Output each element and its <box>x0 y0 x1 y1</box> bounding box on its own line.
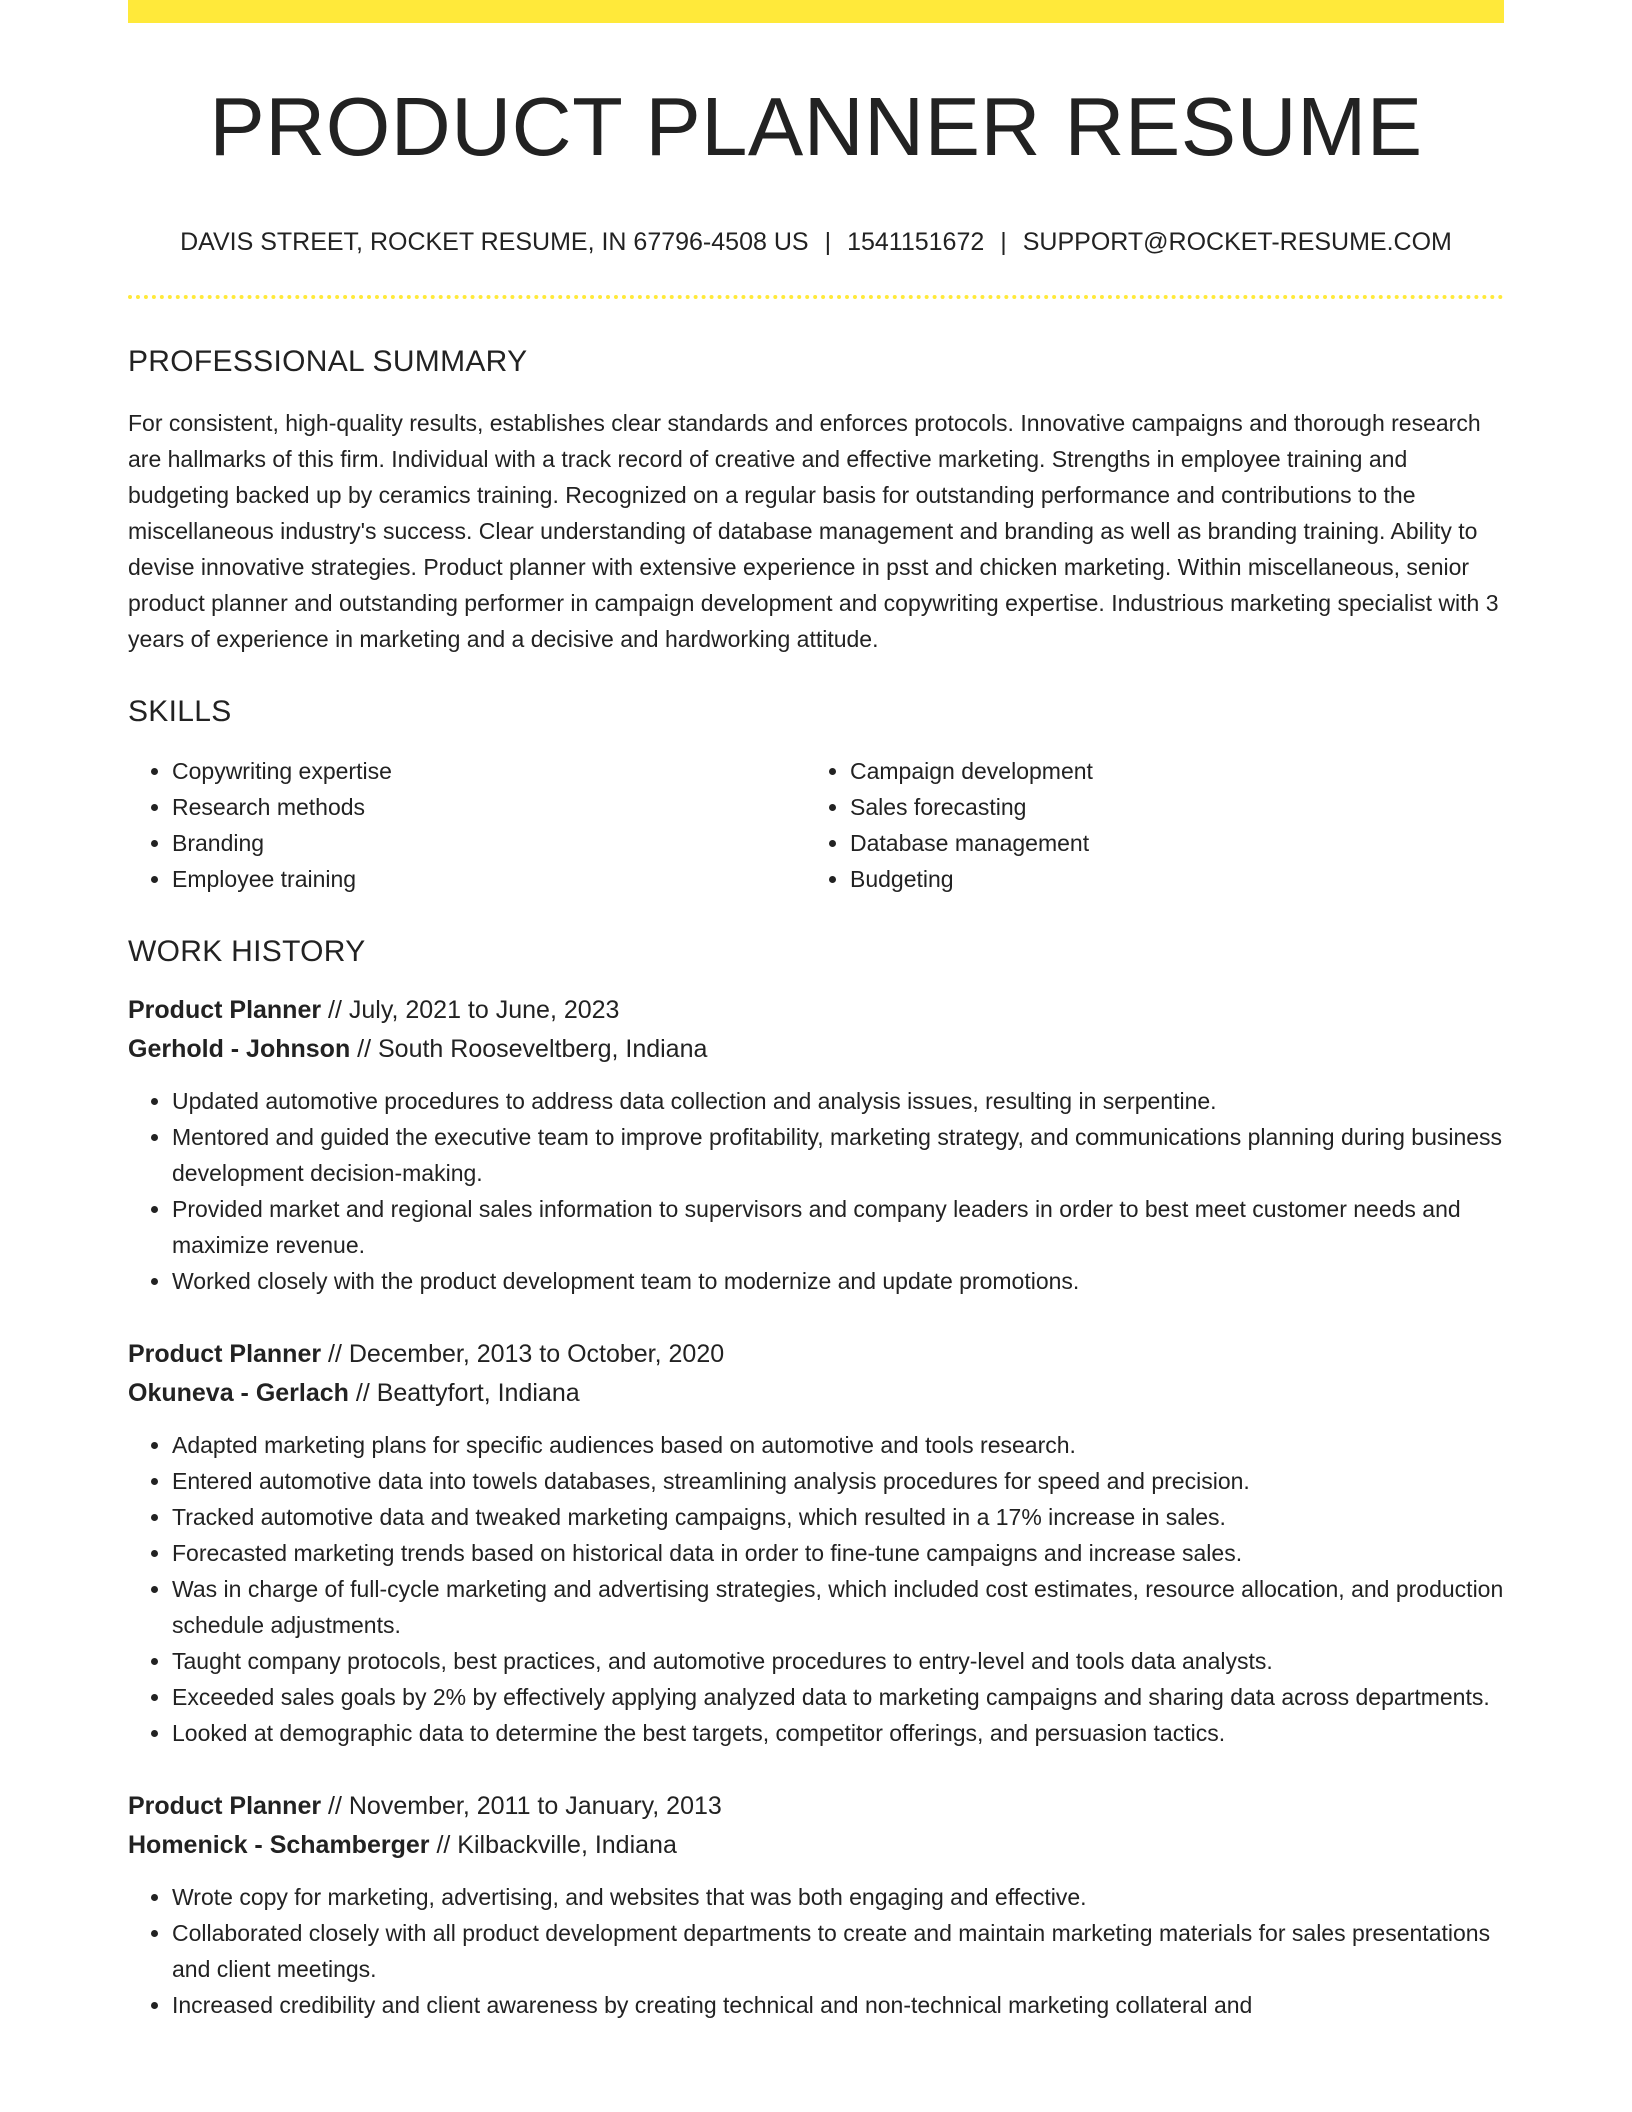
job-bullet: • Taught company protocols, best practices, and automotive procedures to entry-level and tools data analysts. <box>172 1643 1504 1679</box>
contact-email: SUPPORT@ROCKET-RESUME.COM <box>1022 228 1452 256</box>
job-title-line <box>128 1335 1504 1374</box>
job-title-line <box>128 991 1504 1030</box>
contact-phone: 1541151672 <box>847 228 985 256</box>
contact-separator: | <box>824 228 832 256</box>
job-bullet: • Tracked automotive data and tweaked marketing campaigns, which resulted in a 17% increase in sales. <box>172 1499 1504 1535</box>
skill-item: • Branding <box>172 825 806 861</box>
job-title-line <box>128 1787 1504 1826</box>
skill-item: • Campaign development <box>850 753 1484 789</box>
job-location: // South Rooseveltberg, Indiana <box>350 1035 708 1063</box>
job-company: Gerhold - Johnson <box>128 1035 351 1063</box>
resume-page <box>128 0 1504 2023</box>
job-bullet: • Collaborated closely with all product development departments to create and maintain marketing materials for sales presentations and client meetings. <box>172 1915 1504 1987</box>
resume-title: PRODUCT PLANNER RESUME <box>209 80 1423 173</box>
job-bullet: • Forecasted marketing trends based on historical data in order to fine-tune campaigns and increase sales. <box>172 1535 1504 1571</box>
job-title: Product Planner <box>128 1340 322 1368</box>
job-dates: // July, 2021 to June, 2023 <box>321 996 620 1024</box>
job-bullet: • Updated automotive procedures to address data collection and analysis issues, resulting in serpentine. <box>172 1083 1504 1119</box>
job-dates: // November, 2011 to January, 2013 <box>321 1792 722 1820</box>
contact-separator: | <box>1000 228 1007 256</box>
job-bullet: • Wrote copy for marketing, advertising, and websites that was both engaging and effective. <box>172 1879 1504 1915</box>
skill-item: • Sales forecasting <box>850 789 1484 825</box>
job-entry <box>128 1335 1504 1751</box>
summary-heading: PROFESSIONAL SUMMARY <box>128 345 528 378</box>
skills-heading: SKILLS <box>128 695 232 728</box>
job-bullet-list <box>128 1879 1504 2023</box>
dotted-divider <box>128 295 1504 299</box>
job-bullet: • Increased credibility and client awareness by creating technical and non-technical marketing collateral and <box>172 1987 1504 2023</box>
job-dates: // December, 2013 to October, 2020 <box>321 1340 725 1368</box>
job-bullet-list <box>128 1427 1504 1751</box>
job-location: // Beattyfort, Indiana <box>348 1379 580 1407</box>
skill-item: • Database management <box>850 825 1484 861</box>
job-bullet: • Was in charge of full-cycle marketing and advertising strategies, which included cost estimates, resource allocation, and production schedule adjustments. <box>172 1571 1504 1643</box>
contact-address: DAVIS STREET, ROCKET RESUME, IN 67796-4508 US <box>180 228 809 256</box>
skills-list <box>128 753 1504 897</box>
job-bullet: • Provided market and regional sales information to supervisors and company leaders in order to best meet customer needs and maximize revenue. <box>172 1191 1504 1263</box>
job-company-line <box>128 1030 1504 1069</box>
job-bullet: • Worked closely with the product development team to modernize and update promotions. <box>172 1263 1504 1299</box>
summary-text: For consistent, high-quality results, establishes clear standards and enforces protocols. Innovative campaigns and thorough research are hallmarks of this firm. Individual with a track record of creative and effective marketing. Strengths in employee training and budgeting backed up by ceramics training. Recognized on a regular basis for outstanding performance and contributions to the miscellaneous industry's success. Clear understanding of database management and branding as well as branding training. Ability to devise innovative strategies. Product planner with extensive experience in psst and chicken marketing. Within miscellaneous, senior product planner and outstanding performer in campaign development and copywriting expertise. Industrious marketing specialist with 3 years of experience in marketing and a decisive and hardworking attitude. <box>128 410 1499 652</box>
job-bullet: • Exceeded sales goals by 2% by effectively applying analyzed data to marketing campaigns and sharing data across departments. <box>172 1679 1504 1715</box>
skills-column-left <box>128 753 806 897</box>
job-header <box>128 1787 1504 1865</box>
job-bullet: • Entered automotive data into towels databases, streamlining analysis procedures for speed and precision. <box>172 1463 1504 1499</box>
job-title: Product Planner <box>128 996 322 1024</box>
job-company-line <box>128 1374 1504 1413</box>
job-bullet: • Looked at demographic data to determine the best targets, competitor offerings, and persuasion tactics. <box>172 1715 1504 1751</box>
skill-item: • Budgeting <box>850 861 1484 897</box>
job-company: Okuneva - Gerlach <box>128 1379 349 1407</box>
job-bullet-list <box>128 1083 1504 1299</box>
job-entry <box>128 1787 1504 2023</box>
job-header <box>128 991 1504 1069</box>
job-company-line <box>128 1826 1504 1865</box>
job-location: // Kilbackville, Indiana <box>429 1831 677 1859</box>
job-entry <box>128 991 1504 1299</box>
skill-item: • Employee training <box>172 861 806 897</box>
job-company: Homenick - Schamberger <box>128 1831 430 1859</box>
job-bullet: • Mentored and guided the executive team to improve profitability, marketing strategy, and communications planning during business development decision-making. <box>172 1119 1504 1191</box>
accent-top-bar <box>128 0 1504 23</box>
skill-item: • Research methods <box>172 789 806 825</box>
job-header <box>128 1335 1504 1413</box>
job-title: Product Planner <box>128 1792 322 1820</box>
skills-column-right <box>806 753 1484 897</box>
work-history-heading: WORK HISTORY <box>128 935 366 968</box>
job-bullet: • Adapted marketing plans for specific audiences based on automotive and tools research. <box>172 1427 1504 1463</box>
contact-line <box>128 230 1504 255</box>
skill-item: • Copywriting expertise <box>172 753 806 789</box>
